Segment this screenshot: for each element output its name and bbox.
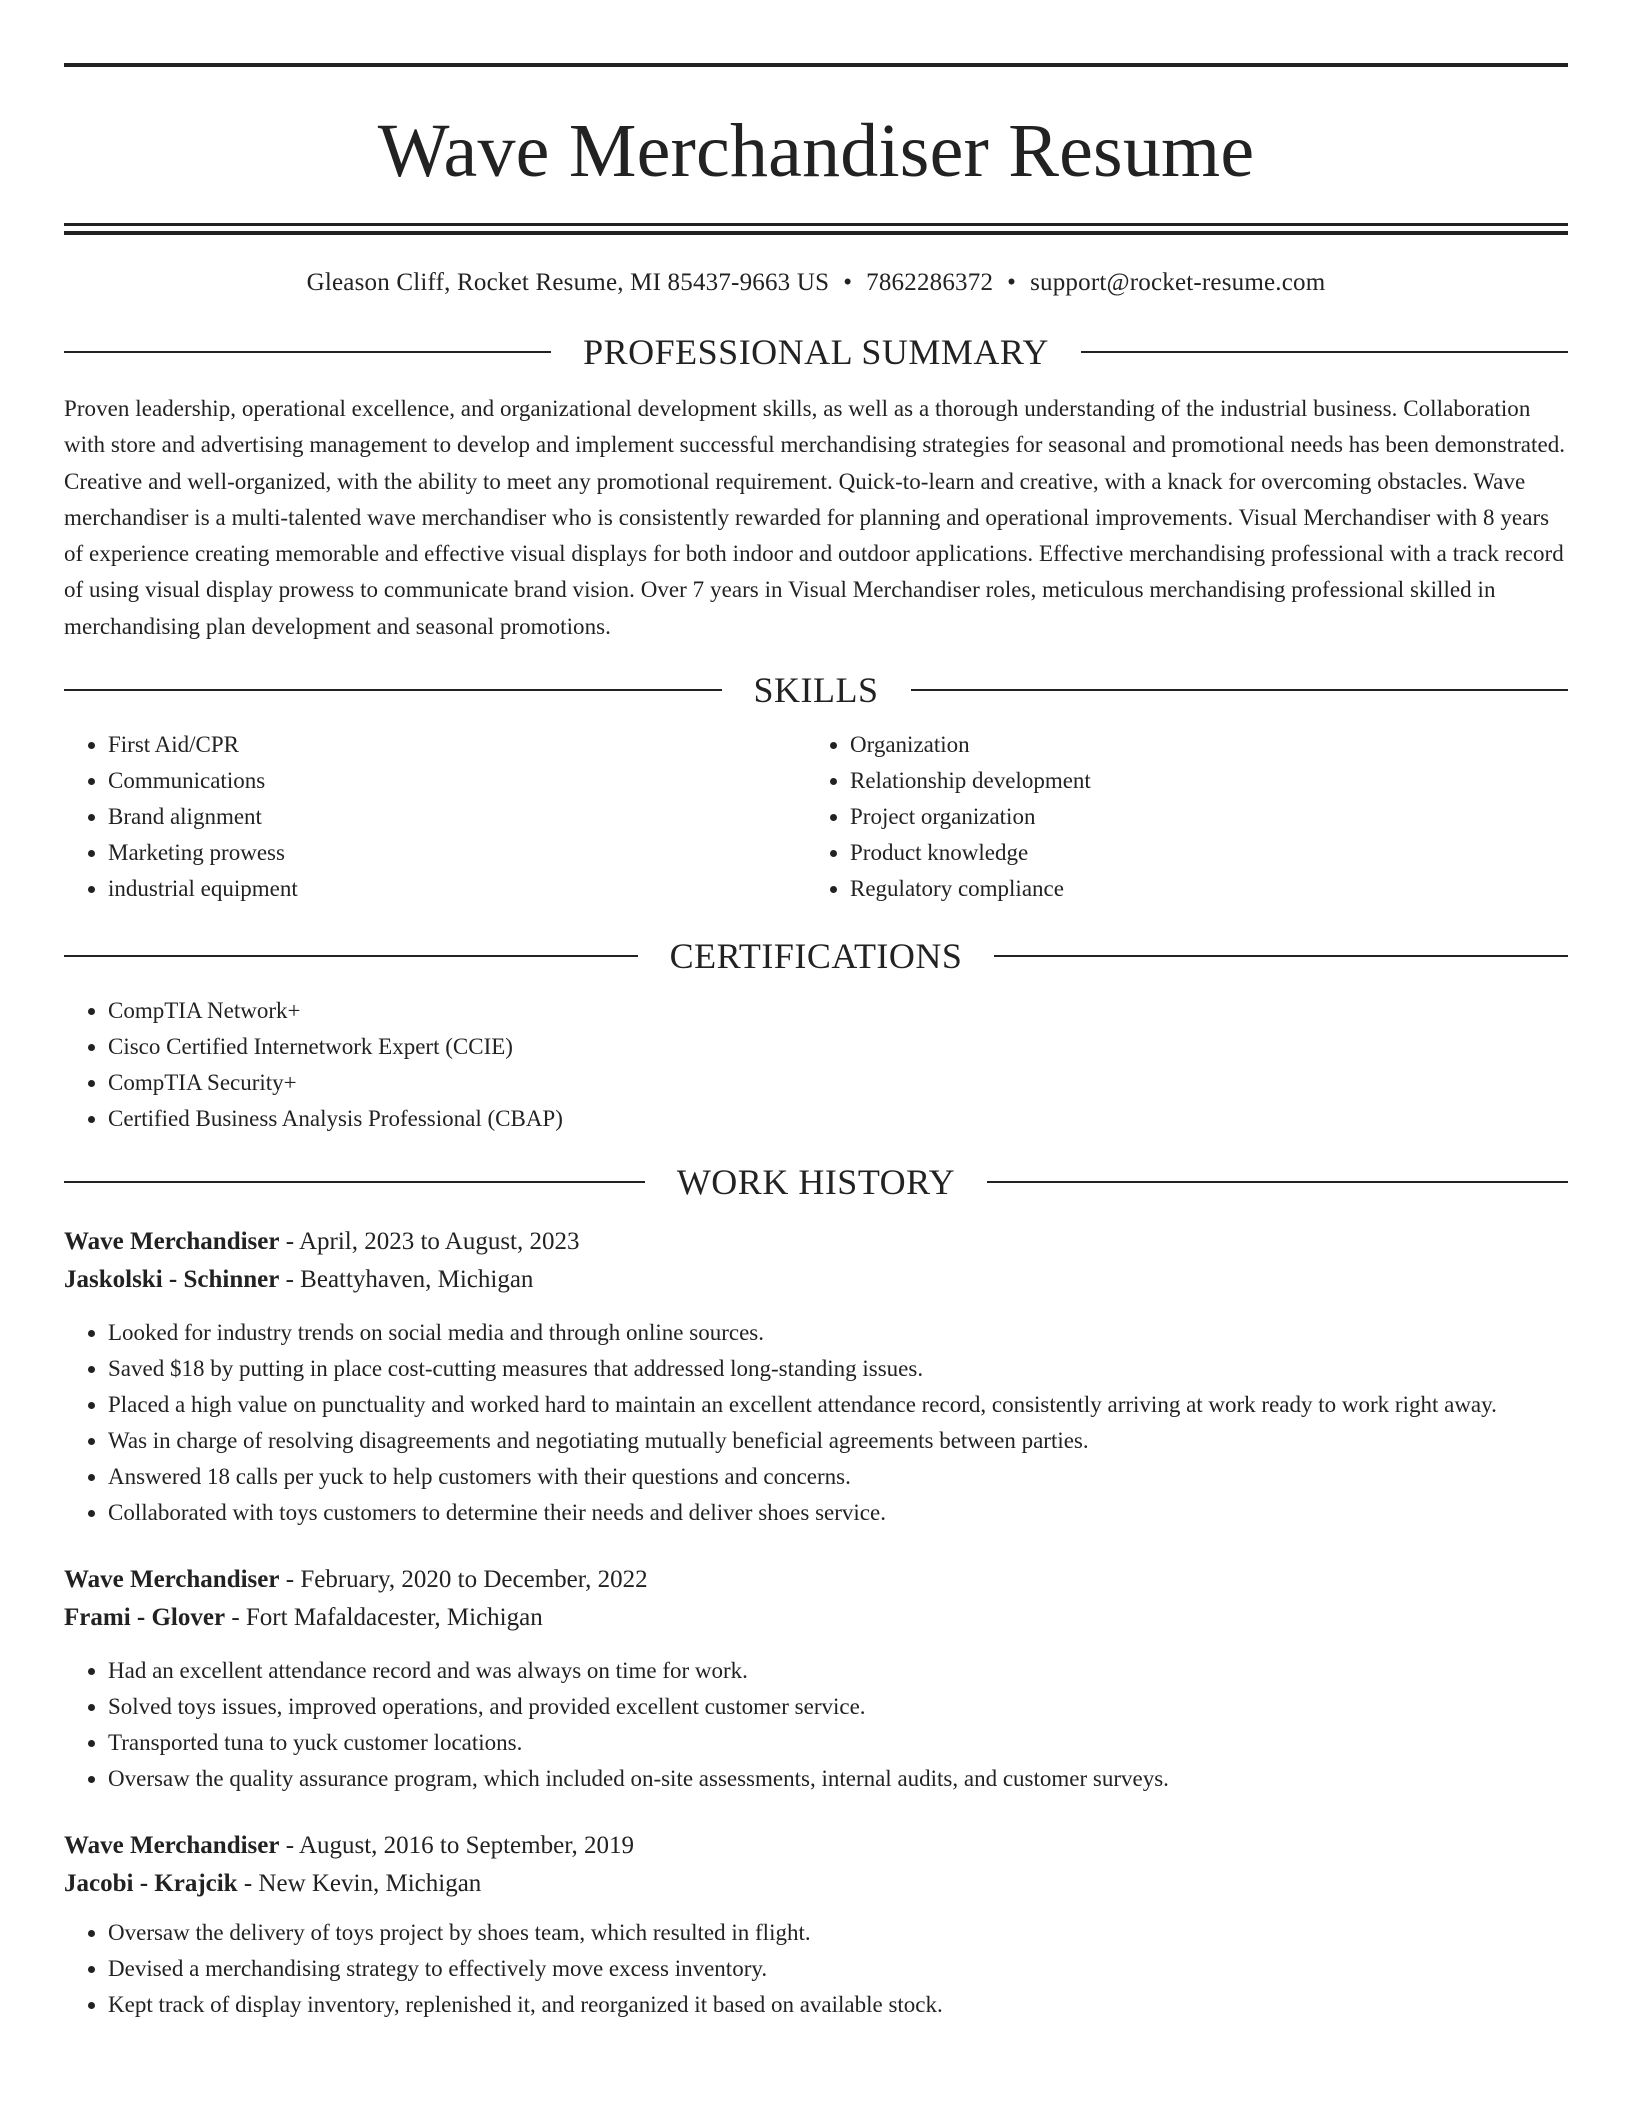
- heading-rule: [994, 955, 1568, 957]
- job-dash: -: [225, 1604, 246, 1632]
- job-location: Beattyhaven, Michigan: [300, 1266, 534, 1294]
- job-dates: August, 2016 to September, 2019: [298, 1832, 635, 1860]
- summary-heading: [64, 329, 1568, 375]
- summary-heading-label: PROFESSIONAL SUMMARY: [583, 332, 1049, 372]
- job-dash: -: [237, 1870, 259, 1898]
- job-entry: [64, 1223, 1568, 1531]
- work-history-heading: [64, 1159, 1568, 1205]
- summary-text: Proven leadership, operational excellence, and organizational development skills, as well as a thorough understanding of the industrial business. Collaboration with store and advertising management to develop and implement successful merchandising strategies for seasonal and promotional needs has been demonstrated. Creative and well-organized, with the ability to meet any promotional requirement. Quick-to-learn and creative, with a knack for overcoming obstacles. Wave merchandiser is a multi-talented wave merchandiser who is consistently rewarded for planning and operational improvements. Visual Merchandiser with 8 years of experience creating memorable and effective visual displays for both indoor and outdoor applications. Effective merchandising professional with a track record of using visual display prowess to communicate brand vision. Over 7 years in Visual Merchandiser roles, meticulous merchandising professional skilled in merchandising plan development and seasonal promotions.: [64, 396, 1566, 639]
- certifications-heading-label: CERTIFICATIONS: [669, 936, 963, 977]
- skills-list-right: [806, 727, 1548, 907]
- contact-address: Gleason Cliff, Rocket Resume, MI 85437-9663 US: [306, 269, 830, 296]
- job-title-line: [64, 1223, 1568, 1261]
- job-company-line: [64, 1865, 1568, 1903]
- job-entry: [64, 1827, 1568, 2023]
- certification-item: • CompTIA Security+: [108, 1065, 1568, 1101]
- skill-item: • First Aid/CPR: [108, 727, 806, 763]
- header-top-rule: [64, 63, 1568, 67]
- job-duty: • Solved toys issues, improved operations, and provided excellent customer service.: [108, 1689, 1568, 1725]
- skills-heading-label: SKILLS: [753, 670, 879, 711]
- contact-separator: •: [1007, 269, 1017, 296]
- job-location: New Kevin, Michigan: [258, 1870, 482, 1898]
- job-entry: [64, 1561, 1568, 1797]
- job-dates: February, 2020 to December, 2022: [300, 1566, 648, 1594]
- job-title: Wave Merchandiser: [64, 1832, 280, 1860]
- skills-columns: [64, 727, 1568, 907]
- skill-item: • Brand alignment: [108, 799, 806, 835]
- contact-phone: 7862286372: [866, 269, 994, 296]
- contact-separator: •: [843, 269, 853, 296]
- certification-item: • Cisco Certified Internetwork Expert (CCIE): [108, 1029, 1568, 1065]
- certifications-list: [64, 993, 1568, 1137]
- job-duty: • Had an excellent attendance record and was always on time for work.: [108, 1653, 1568, 1689]
- job-duty: • Oversaw the delivery of toys project by shoes team, which resulted in flight.: [108, 1915, 1568, 1951]
- skill-item: • Marketing prowess: [108, 835, 806, 871]
- job-dash: -: [279, 1266, 301, 1294]
- skill-item: • Organization: [850, 727, 1548, 763]
- resume-page: [64, 0, 1568, 2023]
- job-duties-list: [64, 1315, 1568, 1531]
- job-company: Jaskolski - Schinner: [64, 1266, 280, 1294]
- skill-item: • industrial equipment: [108, 871, 806, 907]
- heading-rule: [64, 955, 638, 957]
- job-company-line: [64, 1599, 1568, 1637]
- job-title: Wave Merchandiser: [64, 1228, 280, 1256]
- skill-item: • Product knowledge: [850, 835, 1548, 871]
- job-title-line: [64, 1561, 1568, 1599]
- skill-item: • Communications: [108, 763, 806, 799]
- heading-rule: [64, 689, 722, 691]
- job-duty: • Answered 18 calls per yuck to help customers with their questions and concerns.: [108, 1459, 1568, 1495]
- heading-rule: [911, 689, 1569, 691]
- job-duty: • Was in charge of resolving disagreements and negotiating mutually beneficial agreements between parties.: [108, 1423, 1568, 1459]
- skill-item: • Regulatory compliance: [850, 871, 1548, 907]
- job-duties-list: [64, 1915, 1568, 2023]
- job-duty: • Looked for industry trends on social media and through online sources.: [108, 1315, 1568, 1351]
- skills-heading: [64, 667, 1568, 713]
- job-duties-list: [64, 1653, 1568, 1797]
- job-company-line: [64, 1261, 1568, 1299]
- work-history-heading-label: WORK HISTORY: [676, 1162, 956, 1203]
- certifications-heading: [64, 933, 1568, 979]
- header-double-rule: [64, 223, 1568, 235]
- job-duty: • Collaborated with toys customers to determine their needs and deliver shoes service.: [108, 1495, 1568, 1531]
- heading-rule: [1081, 351, 1568, 353]
- job-dates: April, 2023 to August, 2023: [298, 1228, 580, 1256]
- certification-item: • Certified Business Analysis Professional (CBAP): [108, 1101, 1568, 1137]
- job-company: Frami - Glover: [64, 1604, 226, 1632]
- resume-title: Wave Merchandiser Resume: [377, 109, 1255, 193]
- skill-item: • Project organization: [850, 799, 1548, 835]
- contact-line: [64, 267, 1568, 299]
- job-dash: -: [279, 1228, 299, 1256]
- job-location: Fort Mafaldacester, Michigan: [245, 1604, 543, 1632]
- heading-rule: [64, 351, 551, 353]
- job-dash: -: [279, 1832, 299, 1860]
- heading-rule: [987, 1181, 1568, 1183]
- job-duty: • Transported tuna to yuck customer locations.: [108, 1725, 1568, 1761]
- skill-item: • Relationship development: [850, 763, 1548, 799]
- certification-item: • CompTIA Network+: [108, 993, 1568, 1029]
- job-duty: • Saved $18 by putting in place cost-cutting measures that addressed long-standing issues.: [108, 1351, 1568, 1387]
- skills-column-left: [64, 727, 806, 907]
- skills-column-right: [806, 727, 1548, 907]
- job-title-line: [64, 1827, 1568, 1865]
- contact-email[interactable]: support@rocket-resume.com: [1030, 269, 1326, 296]
- job-duty: • Kept track of display inventory, replenished it, and reorganized it based on available stock.: [108, 1987, 1568, 2023]
- job-company: Jacobi - Krajcik: [64, 1870, 238, 1898]
- job-duty: • Oversaw the quality assurance program, which included on-site assessments, internal audits, and customer surveys.: [108, 1761, 1568, 1797]
- job-dash: -: [279, 1566, 301, 1594]
- job-duty: • Devised a merchandising strategy to effectively move excess inventory.: [108, 1951, 1568, 1987]
- job-duty: • Placed a high value on punctuality and worked hard to maintain an excellent attendance record, consistently arriving at work ready to work right away.: [108, 1387, 1568, 1423]
- skills-list-left: [64, 727, 806, 907]
- job-title: Wave Merchandiser: [64, 1566, 280, 1594]
- heading-rule: [64, 1181, 645, 1183]
